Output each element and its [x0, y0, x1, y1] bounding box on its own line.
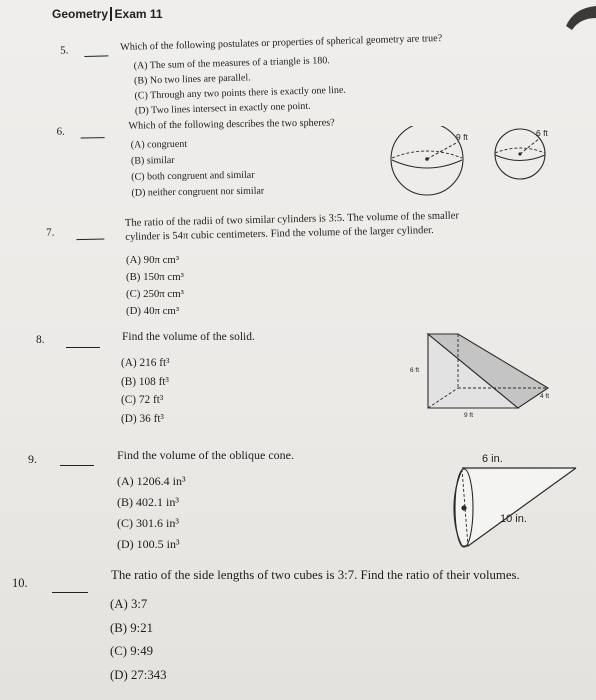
length-label: 9 ft: [464, 412, 474, 418]
question-stem: The ratio of the side lengths of two cubes is 3:7. Find the ratio of their volumes.: [111, 568, 520, 582]
answer-blank[interactable]: [52, 592, 88, 593]
question-number: 5.: [60, 44, 69, 57]
option-c[interactable]: (C) 9:49: [110, 644, 154, 658]
option-a[interactable]: (A) congruent: [130, 138, 188, 151]
question-stem: Find the volume of the oblique cone.: [117, 448, 294, 462]
option-a[interactable]: (A) The sum of the measures of a triangle is 180.: [133, 55, 330, 72]
small-sphere-label: 6 ft: [536, 128, 548, 138]
option-d[interactable]: (D) 27:343: [110, 667, 167, 682]
option-a[interactable]: (A) 3:7: [110, 597, 148, 611]
height-label: 6 ft: [410, 367, 420, 374]
option-b[interactable]: (B) No two lines are parallel.: [133, 72, 251, 87]
option-a[interactable]: (A) 216 ft³: [121, 357, 170, 369]
option-b[interactable]: (B) 108 ft³: [121, 375, 169, 388]
option-b[interactable]: (B) 150π cm³: [126, 271, 184, 283]
option-b[interactable]: (B) 9:21: [110, 620, 154, 635]
large-sphere-label: 9 ft: [456, 132, 468, 142]
option-d[interactable]: (D) Two lines intersect in exactly one point.: [134, 100, 311, 117]
option-c[interactable]: (C) 301.6 in³: [117, 516, 179, 530]
question-stem-line-2: cylinder is 54π cubic centimeters. Find the volume of the larger cylinder.: [125, 224, 434, 243]
answer-options: [110, 593, 167, 687]
question-number: 8.: [36, 334, 45, 346]
option-d[interactable]: (D) 100.5 in³: [117, 537, 180, 551]
question-number: 10.: [12, 576, 28, 590]
option-c[interactable]: (C) both congruent and similar: [131, 169, 255, 183]
question-stem: Which of the following postulates or properties of spherical geometry are true?: [119, 33, 443, 54]
question-stem: Find the volume of the solid.: [122, 331, 255, 343]
subject-title: Geometry: [52, 7, 109, 21]
option-d[interactable]: (D) 36 ft³: [121, 412, 164, 425]
option-d[interactable]: (D) 40π cm³: [126, 305, 180, 317]
question-number: 7.: [46, 226, 55, 239]
radius-label: 6 in.: [482, 453, 503, 465]
option-d[interactable]: (D) neither congruent nor similar: [131, 185, 265, 199]
question-stem: Which of the following describes the two spheres?: [128, 117, 335, 132]
option-b[interactable]: (B) 402.1 in³: [117, 495, 179, 509]
option-c[interactable]: (C) Through any two points there is exactly one line.: [134, 84, 347, 102]
option-a[interactable]: (A) 1206.4 in³: [117, 474, 186, 488]
option-b[interactable]: (B) similar: [130, 154, 175, 167]
height-label: 10 in.: [500, 513, 527, 525]
option-c[interactable]: (C) 250π cm³: [126, 288, 184, 300]
exam-title: Exam 11: [114, 7, 163, 21]
question-number: 6.: [56, 125, 65, 138]
question-stem-line-1: The ratio of the radii of two similar cylinders is 3:5. The volume of the smaller: [124, 210, 460, 229]
question-number: 9.: [28, 452, 37, 466]
option-a[interactable]: (A) 90π cm³: [126, 254, 180, 266]
option-c[interactable]: (C) 72 ft³: [121, 394, 164, 406]
depth-label: 4 ft: [540, 393, 550, 400]
